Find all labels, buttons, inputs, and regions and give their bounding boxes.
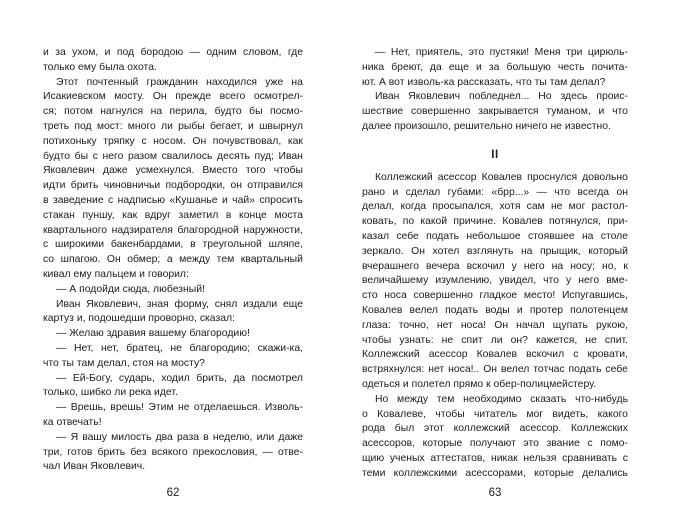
text-line: о Ковалеве, чтобы читатель мог видеть, какого xyxy=(362,408,628,420)
text-line: зеркало. Он хотел взглянуть на прыщик, который xyxy=(362,245,628,257)
page-text xyxy=(43,46,303,475)
text-line: только, шибко ли река идет. xyxy=(43,387,178,399)
text-line: рано и сделал губами: «брр...» — что всегда он xyxy=(362,186,628,198)
paragraph xyxy=(362,46,628,90)
text-line: ковать, по какой причине. Ковалев потянулся, при- xyxy=(362,216,628,228)
paragraph xyxy=(43,372,303,402)
paragraph xyxy=(362,90,628,134)
paragraph xyxy=(43,327,303,342)
text-line: Ковалев велел подать воды и протер полотенцем xyxy=(362,304,628,316)
text-line: ют. А вот изволь-ка рассказать, что ты там делал? xyxy=(362,76,606,88)
text-line: далее произошло, решительно ничего не известно. xyxy=(362,120,611,132)
text-line: — Я вашу милость два раза в неделю, или даже xyxy=(56,431,303,443)
text-line: делал, когда просыпался, хотя сам не мог растол- xyxy=(362,201,628,213)
text-line: ника бреют, да еще и за большую честь почита- xyxy=(362,61,628,73)
page-number: 63 xyxy=(488,487,502,499)
text-line: Яковлевич даже усмехнулся. Вместо того чтобы xyxy=(43,165,303,177)
text-line: — А подойди сюда, любезный! xyxy=(56,283,205,295)
text-line: — Нет, приятель, это пустяки! Меня три цирюль- xyxy=(375,47,628,58)
page-right xyxy=(362,46,628,508)
text-line: Но между тем необходимо сказать что-нибудь xyxy=(375,393,628,405)
text-line: будто бы с него разом свалилось десять пуд; Иван xyxy=(43,150,303,162)
text-line: теми коллежскими асессорами, которые делались xyxy=(362,467,628,479)
text-line: рода был этот коллежский асессор. Коллежских xyxy=(362,423,628,435)
text-line: со шпагою. Он обмер; а между тем квартальный xyxy=(43,254,303,266)
text-line: идти брить чиновничьи подбородки, он отправился xyxy=(43,180,303,192)
paragraph xyxy=(43,401,303,431)
text-line: — Ей-Богу, сударь, ходил брить, да посмотрел xyxy=(56,372,303,384)
text-line: с широкими бакенбардами, в треугольной шляпе, xyxy=(43,239,303,251)
paragraph xyxy=(362,171,628,393)
text-line: — Желаю здравия вашему благородию! xyxy=(56,328,250,340)
text-line: только ему была охота. xyxy=(43,61,157,73)
text-line: ка отвечать! xyxy=(43,416,102,428)
text-line: вчерашнего вечера вскочил у него на носу; но, к xyxy=(362,260,628,272)
chapter-heading: II xyxy=(491,148,499,161)
page-left xyxy=(43,46,303,508)
page-number: 62 xyxy=(166,487,180,499)
page-text xyxy=(362,46,628,482)
text-line: одеться и полетел прямо к обер-полицмейстеру. xyxy=(362,378,597,390)
text-line: Коллежский асессор Ковалев проснулся довольно xyxy=(375,171,628,183)
text-line: — Врешь, врешь! Этим не отделаешься. Изволь- xyxy=(56,402,303,414)
text-line: чал Иван Яковлевич. xyxy=(43,461,146,473)
text-line: картуз и, подошедши проворно, сказал: xyxy=(43,313,235,325)
text-line: казал себе подать небольшое стоявшее на столе xyxy=(362,230,628,242)
text-line: кивал ему пальцем и говорил: xyxy=(43,268,189,280)
paragraph xyxy=(43,76,303,283)
text-line: стакан пуншу, как вдруг заметил в конце моста xyxy=(43,209,303,221)
text-line: и за ухом, и под бородою — одним словом, где xyxy=(43,47,303,58)
text-line: — Нет, нет, братец, не благородию; скажи-ка, xyxy=(56,342,303,354)
text-line: Коллежский асессор Ковалев вскочил с кровати, xyxy=(362,349,628,361)
text-line: сто носа совершенно гладкое место! Испугавшись, xyxy=(362,290,628,302)
text-line: что ты там делал, стоя на мосту? xyxy=(43,357,205,369)
text-line: чтобы узнать: не спит ли он? кажется, не спит. xyxy=(362,334,628,346)
text-line: асессоров, которые получают это звание с помо- xyxy=(362,438,628,450)
paragraph xyxy=(43,46,303,76)
text-line: потихоньку тряпку с носом. Он почувствовал, как xyxy=(43,135,303,147)
text-line: Иван Яковлевич побледнел... Но здесь проис- xyxy=(375,91,628,103)
paragraph xyxy=(43,298,303,328)
text-line: величайшему изумлению, увидел, что у него вме- xyxy=(362,275,628,287)
paragraph xyxy=(362,393,628,482)
text-line: шествие совершенно закрывается туманом, и что xyxy=(362,106,628,118)
text-line: квартального надзирателя благородной наружности, xyxy=(43,224,303,236)
text-line: Этот почтенный гражданин находился уже на xyxy=(56,76,303,88)
text-line: встряхнулся: нет носа!.. Он велел тотчас подать себе xyxy=(362,364,628,376)
paragraph xyxy=(43,342,303,372)
paragraph xyxy=(43,283,303,298)
text-line: три, готов брить без всякого прекословия, — отве- xyxy=(43,446,303,458)
text-line: ся; потом нагнулся на перила, будто бы посмо- xyxy=(43,106,303,118)
text-line: Иван Яковлевич, зная форму, снял издали еще xyxy=(56,298,303,310)
text-line: в заведение с надписью «Кушанье и чай» спросить xyxy=(43,194,303,206)
text-line: треть под мост: много ли рыбы бегает, и швырнул xyxy=(43,120,303,132)
text-line: глаза: точно, нет носа! Он начал щупать рукою, xyxy=(362,319,628,331)
text-line: Исакиевском мосту. Он прежде всего осмотрел- xyxy=(43,91,303,103)
paragraph xyxy=(43,431,303,475)
text-line: щию ученых аттестатов, никак нельзя сравнивать с xyxy=(362,452,628,464)
